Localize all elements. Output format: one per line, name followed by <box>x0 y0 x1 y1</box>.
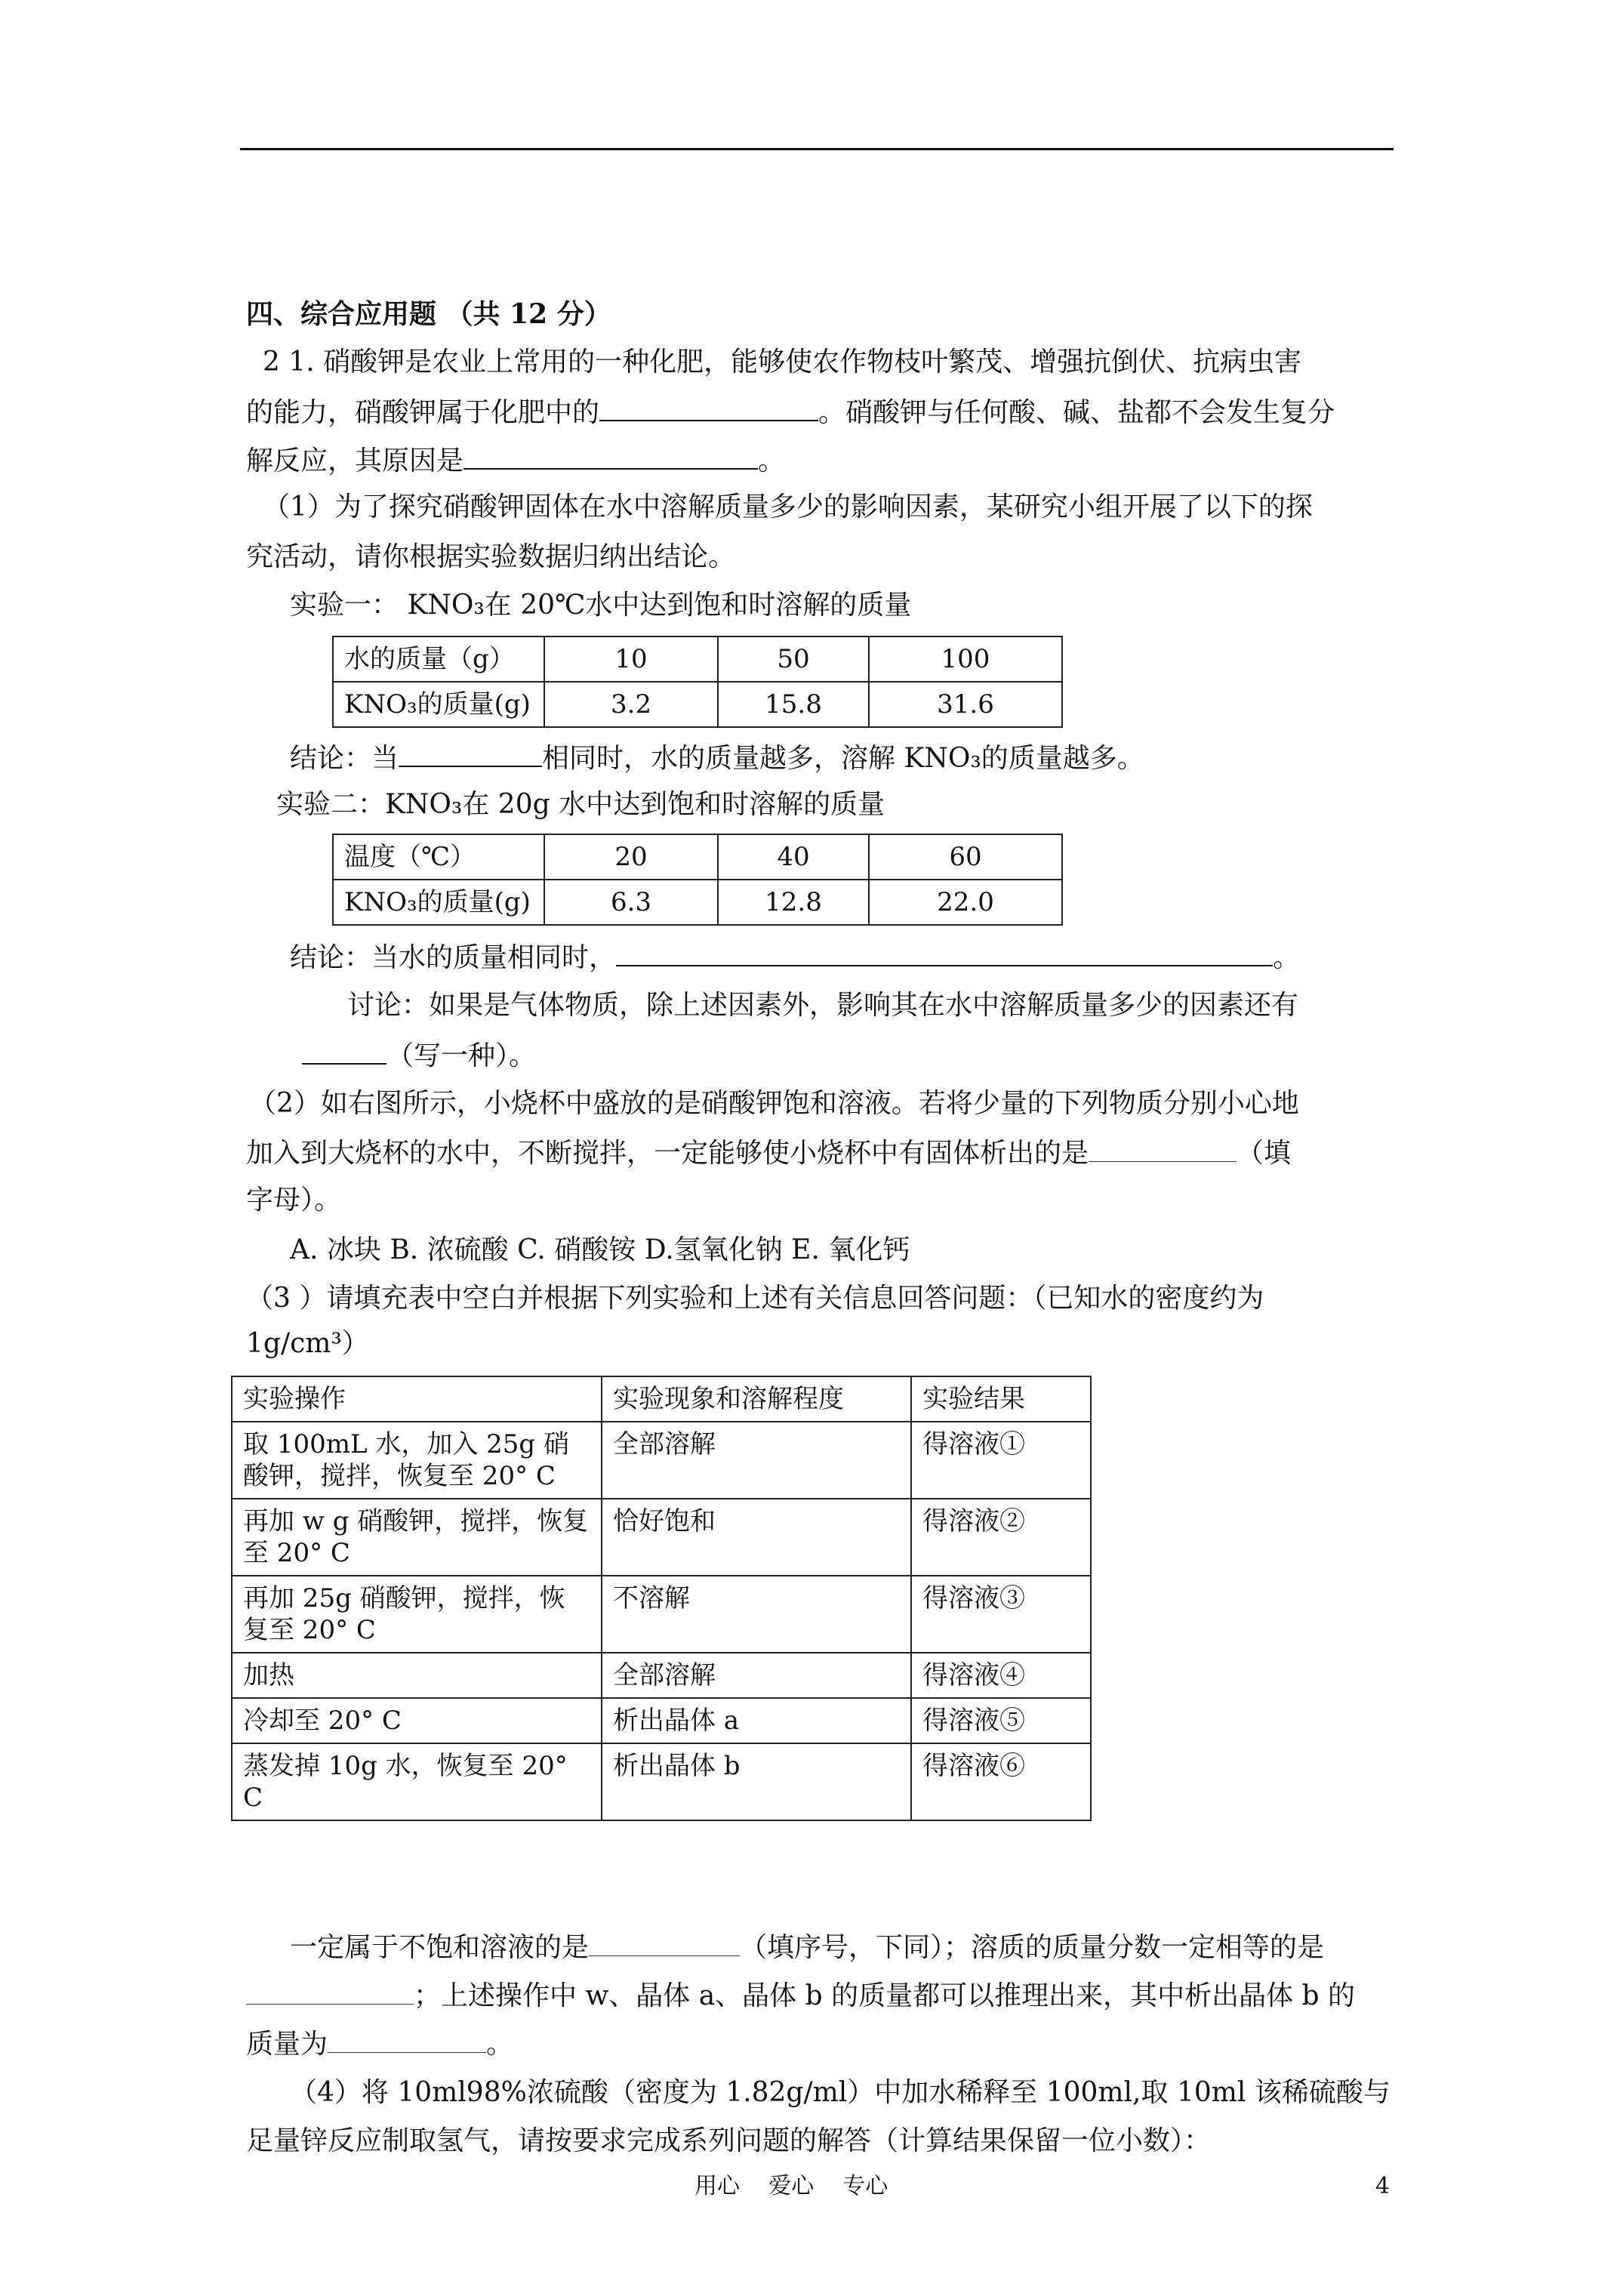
part1-line2: 究活动，请你根据实验数据归纳出结论。 <box>246 541 736 572</box>
table-cell: 20 <box>544 834 718 880</box>
answer-blank-condition[interactable] <box>399 740 542 767</box>
part2-line2 <box>246 1136 1291 1170</box>
section-title: 四、综合应用题 （共 12 分） <box>246 298 611 330</box>
table-cell: 50 <box>718 636 869 682</box>
table-cell: 22.0 <box>869 880 1062 925</box>
table-row <box>232 1499 1091 1576</box>
q21-line1: 2 1. 硝酸钾是农业上常用的一种化肥，能够使农作物枝叶繁茂、增强抗倒伏、抗病虫害 <box>263 347 1302 378</box>
table-cell: 冷却至 20° C <box>232 1698 602 1743</box>
exp2-title: 实验二：KNO₃在 20g 水中达到饱和时溶解的质量 <box>276 789 885 820</box>
part3-question-line3 <box>246 2026 513 2061</box>
answer-blank-reason[interactable] <box>463 442 758 470</box>
table-cell: 6.3 <box>544 880 718 925</box>
answer-blank-fertilizer-type[interactable] <box>599 394 818 421</box>
table-cell: 10 <box>544 636 718 682</box>
table-cell: 全部溶解 <box>602 1653 911 1698</box>
part4-line2: 足量锌反应制取氢气，请按要求完成系列问题的解答（计算结果保留一位小数）： <box>246 2125 1212 2156</box>
part2-options: A. 冰块 B. 浓硫酸 C. 硝酸铵 D.氢氧化钠 E. 氧化钙 <box>290 1234 910 1265</box>
table-cell: 再加 25g 硝酸钾，搅拌，恢复至 20° C <box>232 1576 602 1653</box>
part3-question-line3-text-b: 。 <box>486 2029 514 2060</box>
table-cell: 12.8 <box>718 880 869 925</box>
table-cell: 不溶解 <box>602 1576 911 1653</box>
table-cell: 得溶液① <box>911 1422 1091 1499</box>
table-cell: 全部溶解 <box>602 1422 911 1499</box>
table-row <box>333 682 1062 727</box>
discussion-line1: 讨论：如果是气体物质，除上述因素外，影响其在水中溶解质量多少的因素还有 <box>347 990 1299 1021</box>
discussion-line2 <box>302 1037 536 1073</box>
answer-blank-gas-factor[interactable] <box>302 1037 387 1065</box>
footer-motto: 用心 爱心 专心 <box>694 2173 888 2199</box>
table-cell: 40 <box>718 834 869 880</box>
q21-line2-text-b: 。硝酸钾与任何酸、碱、盐都不会发生复分 <box>818 397 1335 428</box>
table-cell: 得溶液② <box>911 1499 1091 1576</box>
table-cell: 得溶液④ <box>911 1653 1091 1698</box>
discussion-line2-text: （写一种）。 <box>387 1040 537 1071</box>
table-row <box>333 636 1062 682</box>
conclusion1-text-a: 结论：当 <box>290 743 399 774</box>
answer-blank-letters[interactable] <box>1089 1136 1236 1162</box>
part3-question-line2 <box>246 1978 1355 2013</box>
table-row <box>232 1743 1091 1820</box>
answer-blank-equal-fraction[interactable] <box>246 1978 414 2005</box>
conclusion2 <box>290 939 1300 975</box>
table-cell: KNO₃的质量(g) <box>333 682 544 727</box>
conclusion1 <box>290 740 1144 775</box>
table-row <box>232 1576 1091 1653</box>
part2-line3: 字母）。 <box>246 1185 342 1216</box>
table-cell: 得溶液⑥ <box>911 1743 1091 1820</box>
exp1-table <box>332 636 1063 728</box>
part4-line1: （4）将 10ml98%浓硫酸（密度为 1.82g/ml）中加水稀释至 100ml,取 10ml 该稀硫酸与 <box>290 2077 1390 2108</box>
conclusion1-text-b: 相同时，水的质量越多，溶解 KNO₃的质量越多。 <box>542 743 1144 774</box>
part2-line2-text-a: 加入到大烧杯的水中，不断搅拌，一定能够使小烧杯中有固体析出的是 <box>246 1138 1089 1169</box>
part3-line2: 1g/cm³） <box>246 1328 369 1359</box>
answer-blank-temperature-effect[interactable] <box>616 939 1273 966</box>
part3-question-line1-text-b: （填序号，下同）；溶质的质量分数一定相等的是 <box>740 1932 1325 1963</box>
exp2-table <box>332 834 1063 926</box>
table-cell: 水的质量（g） <box>333 636 544 682</box>
conclusion2-text-b: 。 <box>1273 942 1301 973</box>
exp1-title: 实验一： KNO₃在 20℃水中达到饱和时溶解的质量 <box>290 590 912 621</box>
table-cell: 15.8 <box>718 682 869 727</box>
q21-line3-text-a: 解反应，其原因是 <box>246 445 464 476</box>
conclusion2-text-a: 结论：当水的质量相同时， <box>290 942 617 973</box>
part1-line1: （1）为了探究硝酸钾固体在水中溶解质量多少的影响因素，某研究小组开展了以下的探 <box>263 492 1313 522</box>
q21-line3 <box>246 442 785 478</box>
table-header-cell: 实验现象和溶解程度 <box>602 1376 911 1422</box>
table-cell: 31.6 <box>869 682 1062 727</box>
table-row <box>232 1698 1091 1743</box>
table-cell: 析出晶体 b <box>602 1743 911 1820</box>
part3-question-line3-text-a: 质量为 <box>246 2029 328 2060</box>
table-cell: 蒸发掉 10g 水，恢复至 20° C <box>232 1743 602 1820</box>
table-cell: 析出晶体 a <box>602 1698 911 1743</box>
part3-question-line1-text-a: 一定属于不饱和溶液的是 <box>290 1932 590 1963</box>
table-cell: KNO₃的质量(g) <box>333 880 544 925</box>
table-cell: 取 100mL 水，加入 25g 硝酸钾，搅拌，恢复至 20° C <box>232 1422 602 1499</box>
header-rule <box>240 148 1394 150</box>
page-number: 4 <box>1375 2173 1390 2199</box>
answer-blank-unsaturated[interactable] <box>589 1930 740 1956</box>
answer-blank-crystal-b-mass[interactable] <box>328 2026 486 2053</box>
table-cell: 3.2 <box>544 682 718 727</box>
table-cell: 60 <box>869 834 1062 880</box>
table-header-cell: 实验操作 <box>232 1376 602 1422</box>
q21-line3-text-b: 。 <box>758 445 786 476</box>
table-cell: 温度（℃） <box>333 834 544 880</box>
part2-line1: （2）如右图所示，小烧杯中盛放的是硝酸钾饱和溶液。若将少量的下列物质分别小心地 <box>249 1088 1299 1119</box>
table-row <box>232 1653 1091 1698</box>
part2-line2-text-b: （填 <box>1236 1138 1292 1169</box>
table-row <box>333 880 1062 925</box>
table-row <box>232 1422 1091 1499</box>
part3-question-line2-text: ；上述操作中 w、晶体 a、晶体 b 的质量都可以推理出来，其中析出晶体 b 的 <box>414 1980 1356 2011</box>
table-header-cell: 实验结果 <box>911 1376 1091 1422</box>
part3-question-line1 <box>290 1930 1324 1965</box>
table-cell: 得溶液⑤ <box>911 1698 1091 1743</box>
table-cell: 恰好饱和 <box>602 1499 911 1576</box>
part3-line1: （3 ）请填充表中空白并根据下列实验和上述有关信息回答问题：（已知水的密度约为 <box>246 1283 1264 1314</box>
table-header-row <box>232 1376 1091 1422</box>
q21-line2-text-a: 的能力，硝酸钾属于化肥中的 <box>246 397 600 428</box>
table-cell: 得溶液③ <box>911 1576 1091 1653</box>
table-cell: 100 <box>869 636 1062 682</box>
q21-line2 <box>246 394 1335 430</box>
table-row <box>333 834 1062 880</box>
table-cell: 加热 <box>232 1653 602 1698</box>
table-cell: 再加 w g 硝酸钾，搅拌，恢复至 20° C <box>232 1499 602 1576</box>
experiment-table <box>231 1376 1092 1821</box>
